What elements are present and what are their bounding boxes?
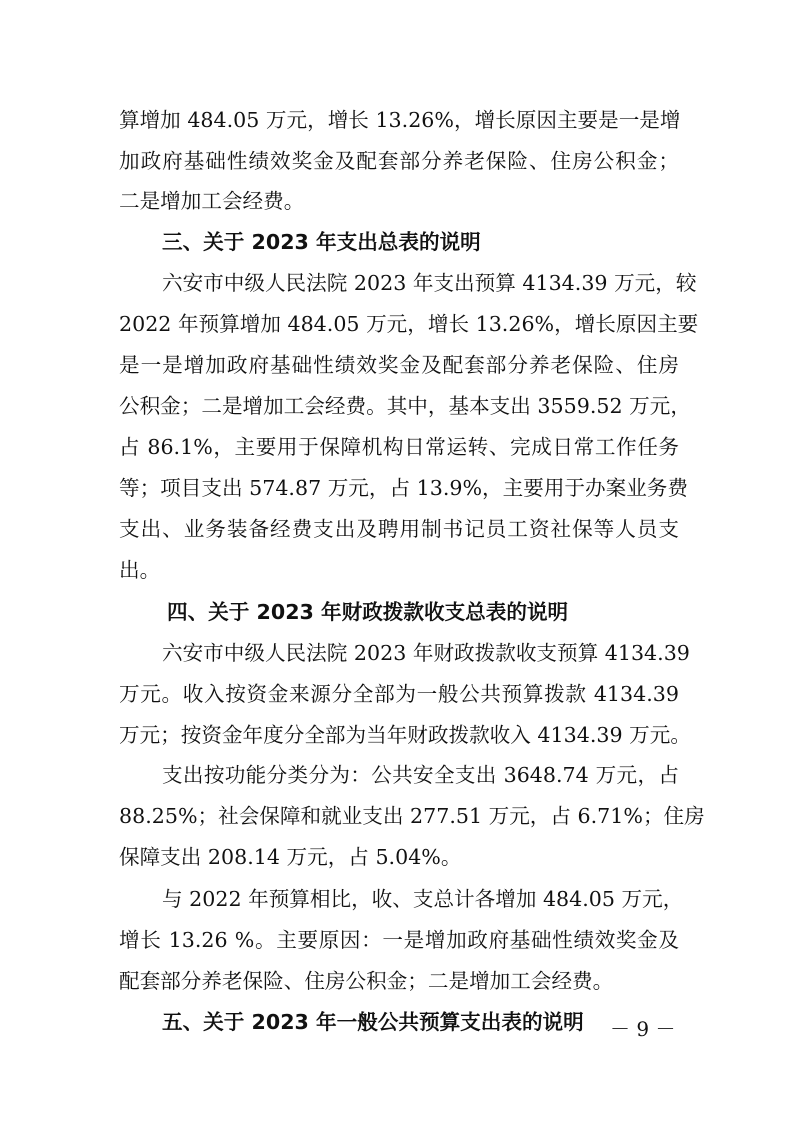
section-heading-3: 三、关于 2023 年支出总表的说明 <box>162 230 481 254</box>
section-heading-4: 四、关于 2023 年财政拨款收支总表的说明 <box>167 600 569 624</box>
paragraph-line: 万元；按资金年度分全部为当年财政拨款收入 4134.39 万元。 <box>119 723 691 747</box>
paragraph-line: 88.25%；社会保障和就业支出 277.51 万元，占 6.71%；住房 <box>119 804 705 828</box>
paragraph-line: 算增加 484.05 万元，增长 13.26%，增长原因主要是一是增 <box>119 108 681 132</box>
paragraph-line: 增长 13.26 %。主要原因：一是增加政府基础性绩效奖金及 <box>119 928 679 952</box>
paragraph-line: 出。 <box>119 558 161 582</box>
paragraph-line: 二是增加工会经费。 <box>119 189 305 213</box>
paragraph-line: 2022 年预算增加 484.05 万元，增长 13.26%，增长原因主要 <box>119 312 699 336</box>
page-number: － 9 － <box>610 1017 676 1041</box>
paragraph-line: 是一是增加政府基础性绩效奖金及配套部分养老保险、住房 <box>119 353 679 377</box>
paragraph-line: 公积金；二是增加工会经费。其中，基本支出 3559.52 万元， <box>119 394 691 418</box>
paragraph-line: 配套部分养老保险、住房公积金；二是增加工会经费。 <box>119 969 614 993</box>
paragraph-line: 保障支出 208.14 万元，占 5.04%。 <box>119 845 462 869</box>
paragraph-line: 六安市中级人民法院 2023 年财政拨款收支预算 4134.39 <box>162 641 690 665</box>
section-heading-5: 五、关于 2023 年一般公共预算支出表的说明 <box>162 1010 584 1034</box>
paragraph-line: 与 2022 年预算相比，收、支总计各增加 484.05 万元， <box>162 887 684 911</box>
paragraph-line: 加政府基础性绩效奖金及配套部分养老保险、住房公积金； <box>119 149 679 173</box>
paragraph-line: 占 86.1%，主要用于保障机构日常运转、完成日常工作任务 <box>119 435 679 459</box>
paragraph-line: 六安市中级人民法院 2023 年支出预算 4134.39 万元，较 <box>162 271 697 295</box>
paragraph-line: 支出按功能分类分为：公共安全支出 3648.74 万元，占 <box>162 763 679 787</box>
paragraph-line: 万元。收入按资金来源分全部为一般公共预算拨款 4134.39 <box>119 682 679 706</box>
paragraph-line: 支出、业务装备经费支出及聘用制书记员工资社保等人员支 <box>119 517 679 541</box>
paragraph-line: 等；项目支出 574.87 万元，占 13.9%，主要用于办案业务费 <box>119 476 688 500</box>
